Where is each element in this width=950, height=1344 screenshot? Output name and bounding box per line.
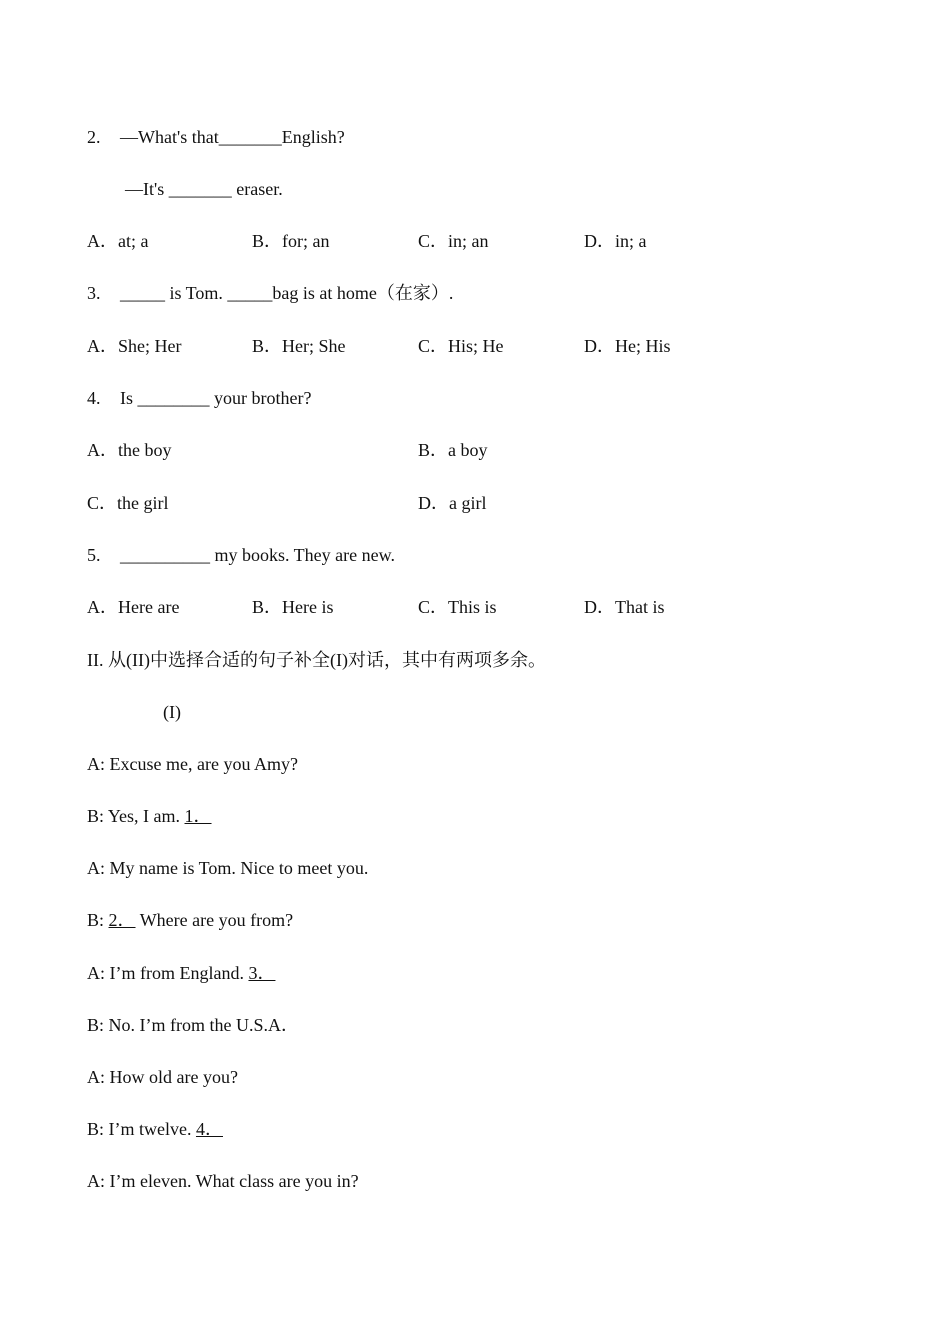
dialogue-text: B: bbox=[87, 910, 109, 930]
option-c[interactable] bbox=[418, 229, 489, 253]
dialogue-line bbox=[87, 1169, 359, 1193]
question-number: 3. bbox=[87, 283, 101, 303]
option-label: A． bbox=[87, 440, 118, 460]
option-label: D． bbox=[584, 597, 615, 617]
question-number: 5. bbox=[87, 545, 101, 565]
option-c[interactable] bbox=[418, 334, 504, 358]
dialogue-line bbox=[87, 1117, 223, 1141]
option-label: A． bbox=[87, 231, 118, 251]
dialogue-text: A: My name is Tom. Nice to meet you. bbox=[87, 858, 369, 878]
dialogue-line bbox=[87, 752, 298, 776]
question-2-line-2 bbox=[125, 177, 283, 201]
answer-blank[interactable]: 4． bbox=[195, 1119, 223, 1139]
option-text: the boy bbox=[118, 440, 172, 460]
option-text: at; a bbox=[118, 231, 149, 251]
option-text: This is bbox=[448, 597, 497, 617]
option-label: D． bbox=[584, 336, 615, 356]
dialogue-text: B: No. I’m from the U.S.A． bbox=[87, 1015, 299, 1035]
option-text: She; Her bbox=[118, 336, 182, 356]
option-label: A． bbox=[87, 597, 118, 617]
question-text: __________ my books. They are new. bbox=[120, 545, 395, 565]
option-a[interactable] bbox=[87, 595, 179, 619]
question-number: 4. bbox=[87, 388, 101, 408]
dialogue-line bbox=[87, 908, 293, 932]
dialogue-text: B: Yes, I am. bbox=[87, 806, 185, 826]
dialogue-text: B: I’m twelve. bbox=[87, 1119, 196, 1139]
option-label: A． bbox=[87, 336, 118, 356]
question-text: Is ________ your brother? bbox=[120, 388, 312, 408]
dialogue-line bbox=[87, 1013, 299, 1037]
dialogue-line bbox=[87, 961, 275, 985]
option-c[interactable] bbox=[418, 595, 497, 619]
question-number: 2. bbox=[87, 127, 101, 147]
option-text: a girl bbox=[449, 493, 487, 513]
option-label: B． bbox=[252, 231, 283, 251]
dialogue-text: A: I’m eleven. What class are you in? bbox=[87, 1171, 359, 1191]
option-b[interactable] bbox=[252, 229, 330, 253]
option-a[interactable] bbox=[87, 334, 181, 358]
option-text: the girl bbox=[117, 493, 169, 513]
option-a[interactable] bbox=[87, 438, 172, 462]
option-text: in; a bbox=[615, 231, 647, 251]
question-text: —What's that_______English? bbox=[120, 127, 345, 147]
option-a[interactable] bbox=[87, 229, 148, 253]
option-text: Here is bbox=[282, 597, 334, 617]
option-label: C． bbox=[418, 336, 449, 356]
option-label: C． bbox=[418, 597, 449, 617]
option-label: B． bbox=[252, 336, 283, 356]
option-label: C． bbox=[87, 493, 118, 513]
option-text: Here are bbox=[118, 597, 180, 617]
option-text: That is bbox=[615, 597, 665, 617]
option-d[interactable] bbox=[584, 229, 647, 253]
answer-blank[interactable]: 3． bbox=[248, 963, 276, 983]
option-b[interactable] bbox=[252, 595, 334, 619]
option-text: in; an bbox=[448, 231, 489, 251]
dialogue-line bbox=[87, 1065, 238, 1089]
option-d[interactable] bbox=[584, 334, 671, 358]
option-text: a boy bbox=[448, 440, 488, 460]
dialogue-text: A: Excuse me, are you Amy? bbox=[87, 754, 298, 774]
option-d[interactable] bbox=[584, 595, 665, 619]
part-label: (I) bbox=[163, 702, 181, 722]
option-label: D． bbox=[418, 493, 449, 513]
section-heading: II. 从(II)中选择合适的句子补全(I)对话，其中有两项多余。 bbox=[87, 650, 546, 670]
answer-blank[interactable]: 2． bbox=[108, 910, 136, 930]
option-c[interactable] bbox=[87, 491, 169, 515]
option-text: Her; She bbox=[282, 336, 346, 356]
answer-blank[interactable]: 1． bbox=[184, 806, 212, 826]
dialogue-text: A: I’m from England. bbox=[87, 963, 249, 983]
dialogue-line bbox=[87, 856, 368, 880]
question-5 bbox=[87, 543, 395, 567]
option-label: D． bbox=[584, 231, 615, 251]
question-text: _____ is Tom. _____bag is at home（在家）. bbox=[120, 283, 454, 303]
question-2 bbox=[87, 125, 345, 149]
option-text: His; He bbox=[448, 336, 504, 356]
option-label: B． bbox=[252, 597, 283, 617]
option-d[interactable] bbox=[418, 491, 487, 515]
dialogue-text: A: How old are you? bbox=[87, 1067, 238, 1087]
dialogue-text: Where are you from? bbox=[135, 910, 294, 930]
question-3 bbox=[87, 281, 453, 305]
option-b[interactable] bbox=[418, 438, 488, 462]
option-text: He; His bbox=[615, 336, 671, 356]
option-label: C． bbox=[418, 231, 449, 251]
option-b[interactable] bbox=[252, 334, 346, 358]
question-4 bbox=[87, 386, 311, 410]
question-text: —It's _______ eraser. bbox=[125, 179, 283, 199]
option-label: B． bbox=[418, 440, 449, 460]
option-text: for; an bbox=[282, 231, 330, 251]
dialogue-line bbox=[87, 804, 212, 828]
